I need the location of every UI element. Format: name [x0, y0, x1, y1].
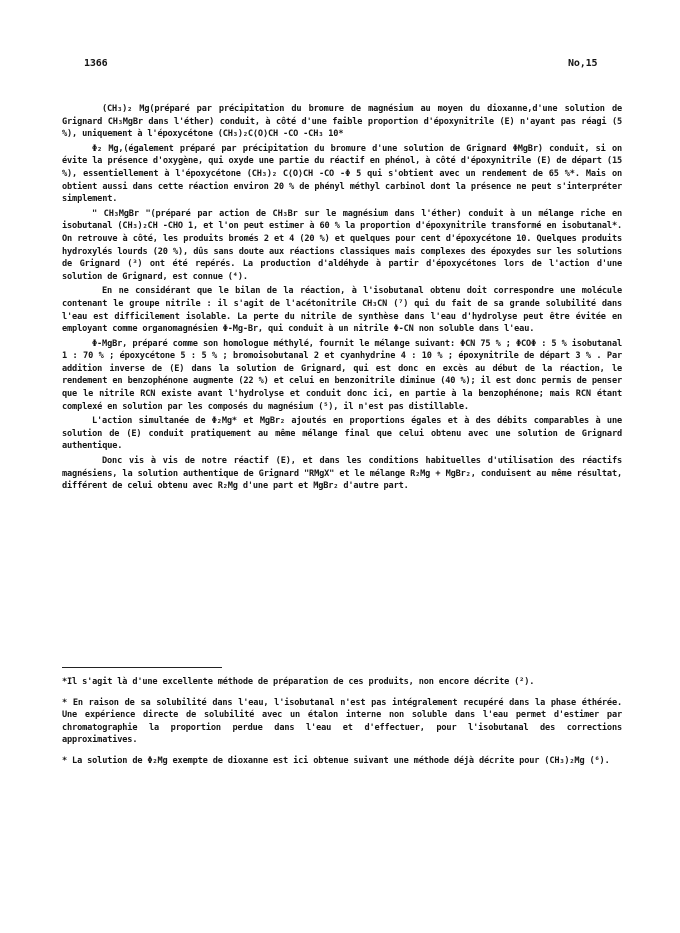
footnotes: [62, 676, 622, 776]
footnote-3: * La solution de Φ₂Mg exempte de dioxanne est ici obtenue suivant une méthode déjà décrite pour (CH₃)₂Mg (⁶).: [62, 755, 610, 766]
paragraph-simultaneous-action: L'action simultanée de Φ₂Mg* et MgBr₂ ajoutés en proportions égales et à des débits comparables à une solution de (E) conduit pratiquement au même mélange final que celui obtenu avec une solution de Grignard authentique.: [62, 416, 622, 452]
paragraph-dimethylmagnesium: (CH₃)₂ Mg(préparé par précipitation du bromure de magnésium au moyen du dioxanne,d'une solution de Grignard CH₃MgBr dans l'éther) conduit, à côté d'une faible proportion d'époxynitrile (E) n'ayant pas réagi (5 %), uniquement à l'époxycétone (CH₃)₂C⟨O⟩CH -CO -CH₃ 10*: [62, 104, 622, 140]
paragraph-conclusion: Donc vis à vis de notre réactif (E), et dans les conditions habituelles d'utilisation des réactifs magnésiens, la solution authentique de Grignard "RMgX" et le mélange R₂Mg + MgBr₂, conduisent au même résultat, différent de celui obtenu avec R₂Mg d'une part et MgBr₂ d'autre part.: [62, 456, 622, 492]
page-number: 1366: [84, 58, 108, 69]
paragraph-reaction-balance: En ne considérant que le bilan de la réaction, à l'isobutanal obtenu doit correspondre une molécule contenant le groupe nitrile : il s'agit de l'acétonitrile CH₃CN (⁷) qui du fait de sa grande solubilité dans l'eau est difficilement isolable. La perte du nitrile de synthèse dans l'eau d'hydrolyse peut être évitée en employant comme organomagnésien Φ-Mg-Br, qui conduit à un nitrile Φ-CN non soluble dans l'eau.: [62, 286, 622, 335]
paragraph-diphenylmagnesium: Φ₂ Mg,(également préparé par précipitation du bromure d'une solution de Grignard ΦMgBr) conduit, si on évite la présence d'oxygène, qui oxyde une partie du réactif en phénol, à côté d'époxynitrile (E) de départ (15 %), essentiellement à l'époxycétone (CH₃)₂ C⟨O⟩CH -CO -Φ 5 qui s'obtient avec un rendement de 65 %*. Mais on obtient aussi dans cette réaction environ 20 % de phényl méthyl carbinol dont la présence ne peut s'interpréter simplement.: [62, 143, 622, 205]
footnote-divider: [62, 667, 222, 668]
journal-number: No,15: [568, 58, 598, 69]
footnote-1: *Il s'agit là d'une excellente méthode de préparation de ces produits, non encore décrite (²).: [62, 677, 535, 687]
body-text: [62, 103, 622, 495]
paragraph-phenylmagnesium-bromide: Φ-MgBr, préparé comme son homologue méthylé, fournit le mélange suivant: ΦCN 75 % ; ΦCOΦ : 5 % isobutanal 1 : 70 % ; époxycétone 5 : 5 % ; bromoisobutanal 2 et cyanhydrine 4 : 10 % ; époxynitrile de départ 3 % . Par addition inverse de (E) dans la solution de Grignard, qui est donc en excès au début de la réaction, le rendement en benzophénone augmente (22 %) et celui en benzonitrile diminue (40 %); il est donc permis de penser que le nitrile RCN existe avant l'hydrolyse et conduit donc ici, en partie à la benzophénone; mais RCN étant complexé en solution par les composés du magnésium (⁵), il n'est pas distillable.: [62, 338, 622, 412]
footnote-2: * En raison de sa solubilité dans l'eau, l'isobutanal n'est pas intégralement recupéré dans la phase éthérée. Une expérience directe de solubilité avec un étalon interne non soluble dans l'eau permet d'estimer par chromatographie la proportion perdue dans l'eau et d'effectuer, pour l'isobutanal des corrections approximatives.: [62, 697, 622, 746]
paragraph-methylmagnesium-bromide: " CH₃MgBr "(préparé par action de CH₃Br sur le magnésium dans l'éther) conduit à un mélange riche en isobutanal (CH₃)₂CH -CHO 1, et l'on peut estimer à 60 % la proportion d'époxynitrile transformé en isobutanal*. On retrouve à côté, les produits bromés 2 et 4 (20 %) et quelques pour cent d'époxycétone 10. Quelques produits hydroxylés lourds (20 %), dûs sans doute aux réactions classiques mais complexes des époxydes sur les solutions de Grignard (³) ont été repérés. La production d'aldéhyde à partir d'époxycétones lors de l'action d'une solution de Grignard, est connue (⁴).: [62, 208, 622, 282]
